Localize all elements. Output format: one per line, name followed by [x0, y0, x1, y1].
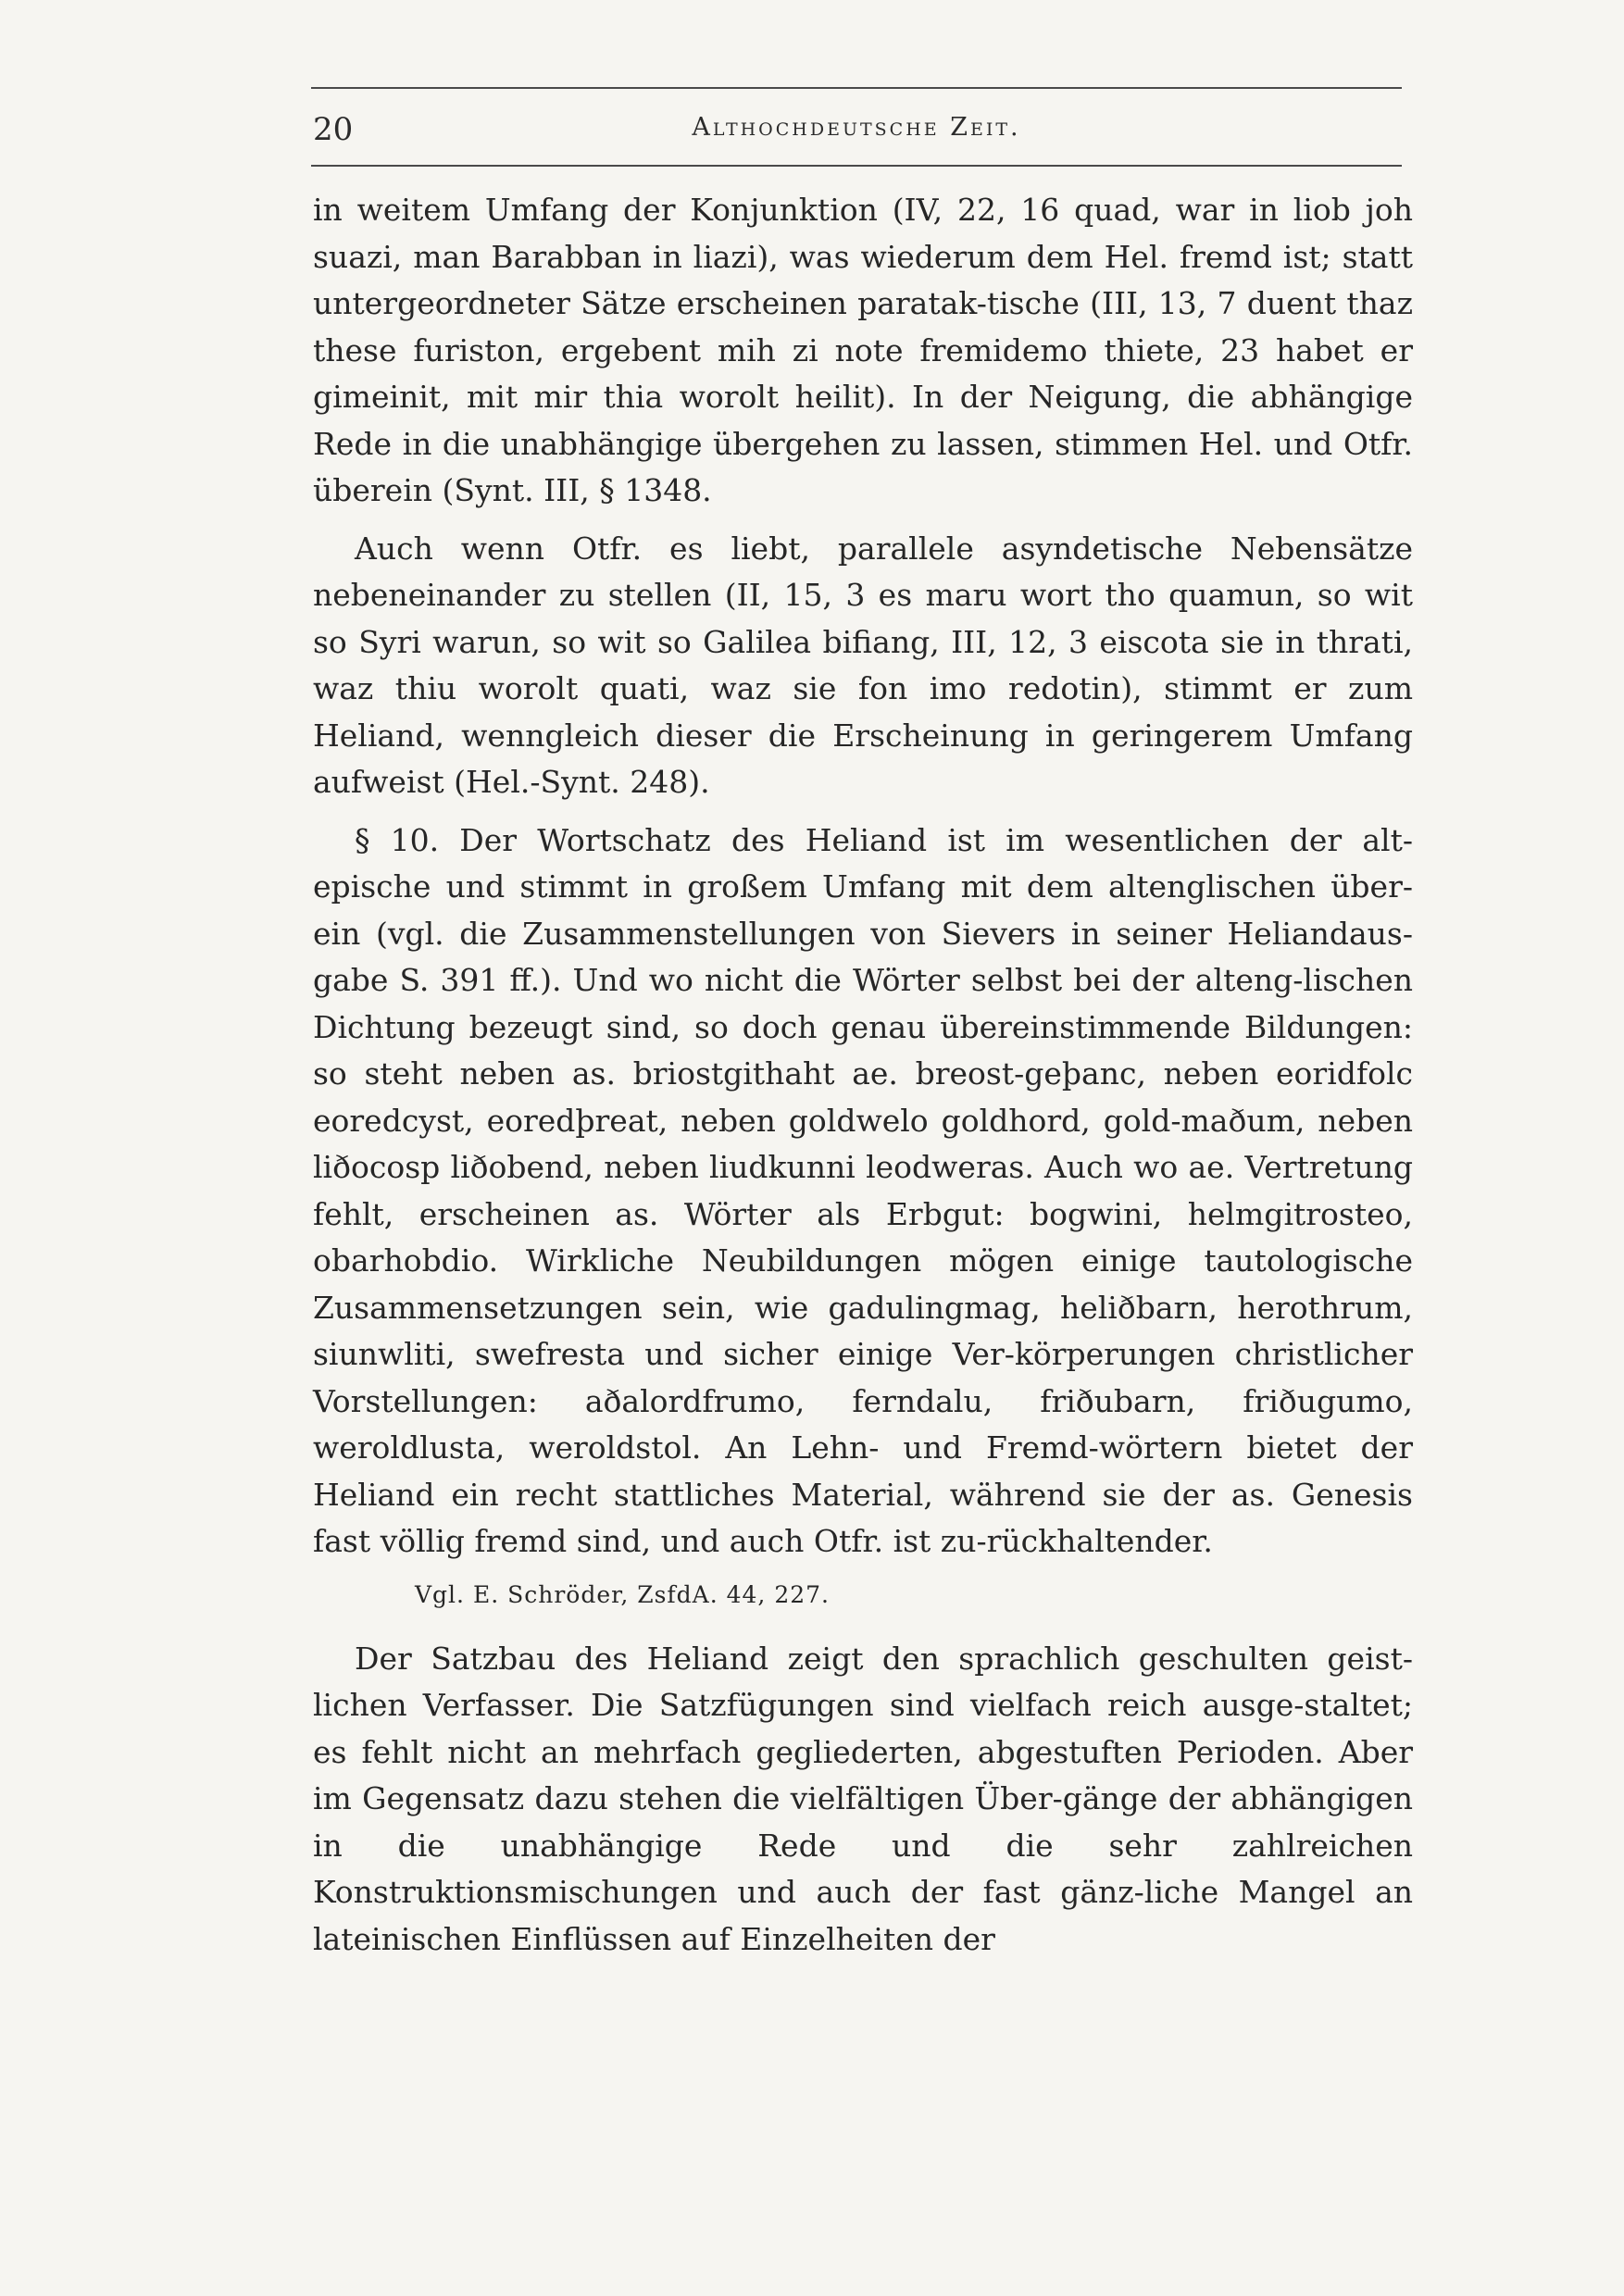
citation-schroeder: Vgl. E. Schröder, ZsfdA. 44, 227. [415, 1580, 830, 1608]
paragraph-section-10-vocabulary: § 10. Der Wortschatz des Heliand ist im wesentlichen der alt-epische und stimmt in großem Umfang mit dem altenglischen über-ein (vgl. die Zusammenstellungen von Sievers in seiner Heliandaus-gabe S. 391 ff.). Und wo nicht die Wörter selbst bei der alteng-lischen Dichtung bezeugt sind, so doch genau übereinstimmende Bildungen: so steht neben as. briostgithaht ae. breost-geþanc, neben eoridfolc eoredcyst, eoredþreat, neben goldwelo goldhord, gold-maðum, neben liðocosp liðobend, neben liudkunni leodweras. Auch wo ae. Vertretung fehlt, erscheinen as. Wörter als Erbgut: bogwini, helmgitrosteo, obarhobdio. Wirkliche Neubildungen mögen einige tautologische Zusammensetzungen sein, wie gadulingmag, heliðbarn, herothrum, siunwliti, swefresta und sicher einige Ver-körperungen christlicher Vorstellungen: aðalordfrumo, ferndalu, friðubarn, friðugumo, weroldlusta, weroldstol. An Lehn- und Fremd-wörtern bietet der Heliand ein recht stattliches Material, während sie der as. Genesis fast völlig fremd sind, und auch Otfr. ist zu-rückhaltender. [313, 821, 1413, 1559]
paragraph-otfrid-asyndetic: Auch wenn Otfr. es liebt, parallele asyndetische Nebensätze nebeneinander zu stellen (II, 15, 3 es maru wort tho quamun, so wit so Syri warun, so wit so Galilea bifiang, III, 12, 3 eiscota sie in thrati, waz thiu worolt quati, waz sie fon imo redotin), stimmt er zum Heliand, wenngleich dieser die Erscheinung in geringerem Umfang aufweist (Hel.-Synt. 248). [313, 530, 1413, 800]
running-title: Althochdeutsche Zeit. [692, 113, 1021, 142]
page-number: 20 [313, 111, 354, 148]
page-header [311, 87, 1402, 167]
body-text [313, 187, 1413, 1963]
paragraph-konjunktion: in weitem Umfang der Konjunktion (IV, 22, 16 quad, war in liob joh suazi, man Barabban in liazi), was wiederum dem Hel. fremd ist; statt untergeordneter Sätze erscheinen paratak-tische (III, 13, 7 duent thaz these furiston, ergebent mih zi note fremidemo thiete, 23 habet er gimeinit, mit mir thia worolt heilit). In der Neigung, die abhängige Rede in die unabhängige übergehen zu lassen, stimmen Hel. und Otfr. überein (Synt. III, § 1348. [313, 192, 1413, 508]
paragraph-satzbau: Der Satzbau des Heliand zeigt den sprachlich geschulten geist-lichen Verfasser. Die Satzfügungen sind vielfach reich ausge-staltet; es fehlt nicht an mehrfach gegliederten, abgestuften Perioden. Aber im Gegensatz dazu stehen die vielfältigen Über-gänge der abhängigen in die unabhängige Rede und die sehr zahlreichen Konstruktionsmischungen und auch der fast gänz-liche Mangel an lateinischen Einflüssen auf Einzelheiten der [313, 1640, 1413, 1957]
